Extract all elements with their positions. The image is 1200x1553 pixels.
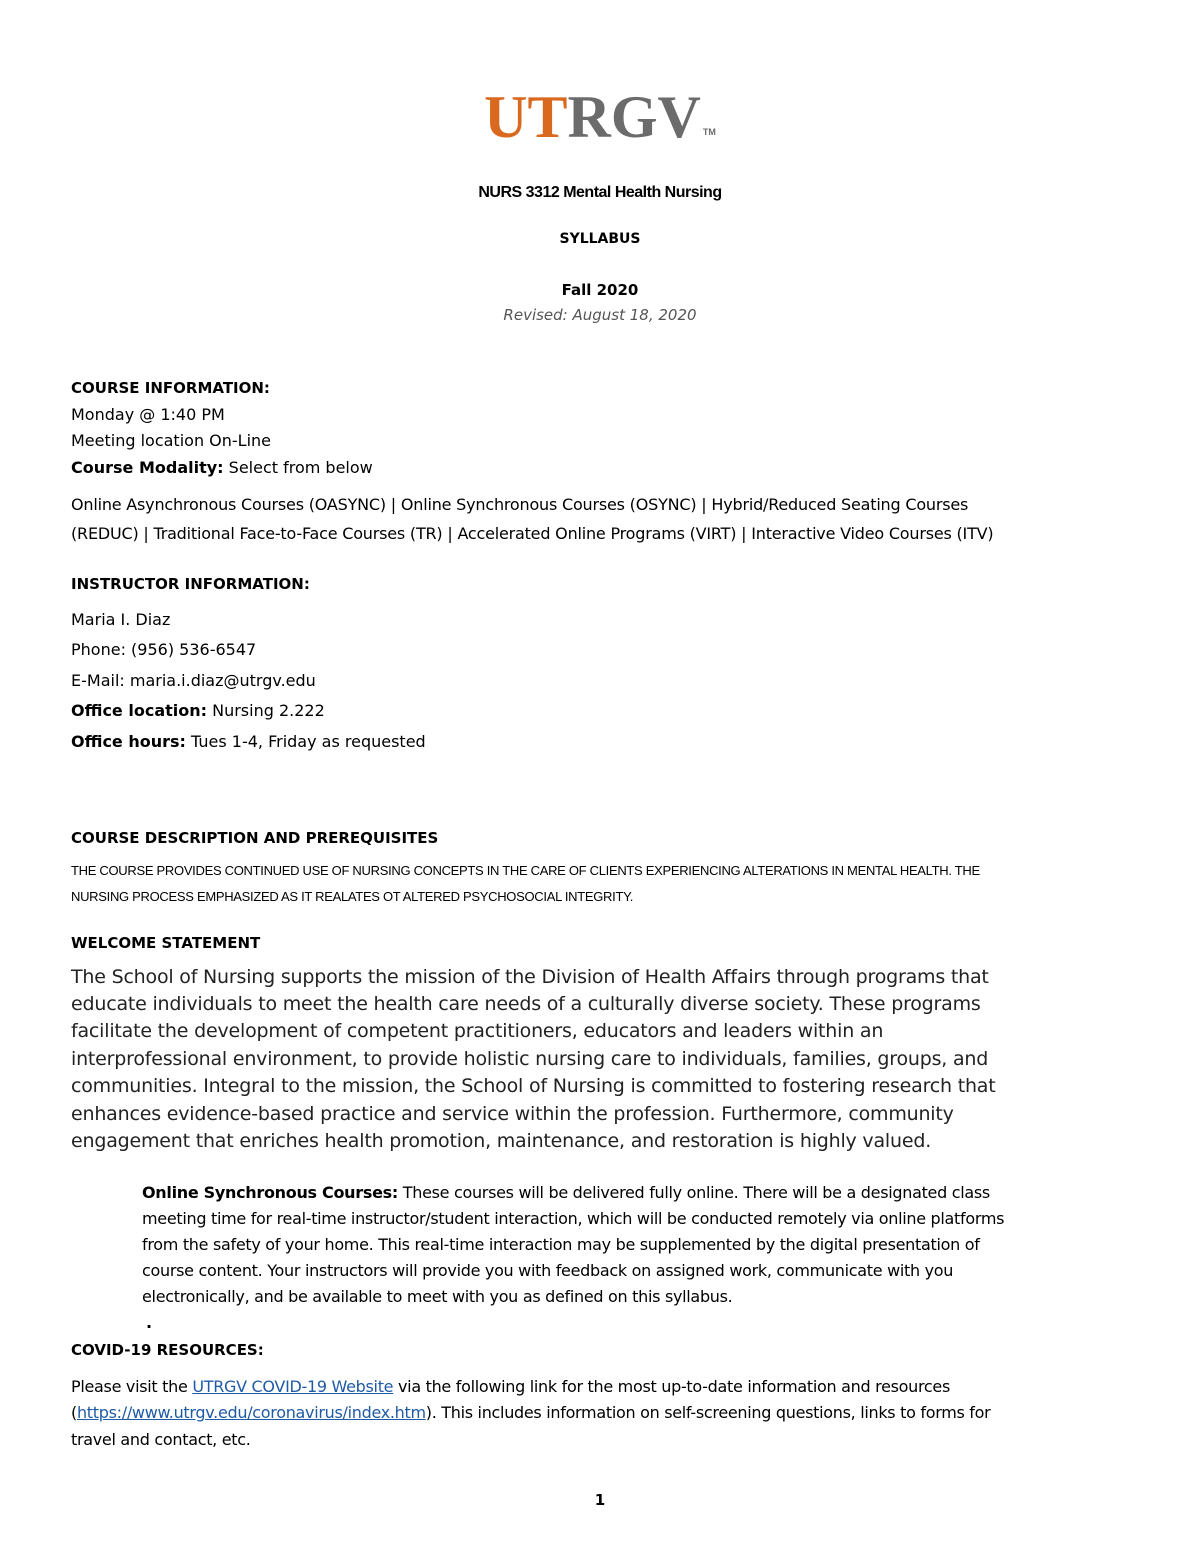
instructor-office <box>71 701 325 720</box>
covid-post: via the following link for the most up-to-date information and resources <box>393 1377 950 1396</box>
covid-line1 <box>71 1377 950 1396</box>
course-info-heading: COURSE INFORMATION: <box>71 379 270 397</box>
instructor-email: E-Mail: maria.i.diaz@utrgv.edu <box>71 671 316 690</box>
course-location: Meeting location On-Line <box>71 431 272 450</box>
revised-date: Revised: August 18, 2020 <box>503 306 697 324</box>
page-number: 1 <box>594 1491 606 1509</box>
welcome-line: facilitate the development of competent practitioners, educators and leaders within an <box>71 1020 884 1042</box>
instructor-phone: Phone: (956) 536-6547 <box>71 640 257 659</box>
office-value: Nursing 2.222 <box>207 701 325 720</box>
description-line2: NURSING PROCESS EMPHASIZED AS IT REALATES OT ALTERED PSYCHOSOCIAL INTEGRITY. <box>71 889 634 904</box>
online-sync-line2: meeting time for real-time instructor/student interaction, which will be conducted remotely via online platforms <box>142 1209 1005 1228</box>
instructor-heading: INSTRUCTOR INFORMATION: <box>71 575 310 593</box>
welcome-line: educate individuals to meet the health care needs of a culturally diverse society. These programs <box>71 993 981 1015</box>
online-sync-text: These courses will be delivered fully online. There will be a designated class <box>397 1183 990 1202</box>
covid-open-paren: ( <box>71 1403 77 1422</box>
covid-url-link[interactable]: https://www.utrgv.edu/coronavirus/index.htm <box>76 1403 426 1422</box>
hours-value: Tues 1-4, Friday as requested <box>185 732 426 751</box>
covid-website-link[interactable]: UTRGV COVID-19 Website <box>192 1377 394 1396</box>
covid-line2 <box>71 1403 990 1422</box>
course-title: NURS 3312 Mental Health Nursing <box>478 184 722 201</box>
welcome-line: The School of Nursing supports the mission of the Division of Health Affairs through programs that <box>71 966 989 988</box>
online-sync-line4: course content. Your instructors will provide you with feedback on assigned work, communicate with you <box>142 1261 954 1280</box>
modality-options-line2: (REDUC) | Traditional Face-to-Face Courses (TR) | Accelerated Online Programs (VIRT) | Interactive Video Courses (ITV) <box>71 524 994 543</box>
welcome-line: interprofessional environment, to provide holistic nursing care to individuals, families, groups, and <box>71 1048 989 1070</box>
welcome-line: enhances evidence-based practice and service within the profession. Furthermore, community <box>71 1103 954 1125</box>
logo-ut: UT <box>484 84 568 150</box>
course-schedule: Monday @ 1:40 PM <box>71 405 225 424</box>
covid-after-url: ). This includes information on self-screening questions, links to forms for <box>425 1403 991 1422</box>
welcome-line: communities. Integral to the mission, the School of Nursing is committed to fostering research that <box>71 1075 996 1097</box>
utrgv-logo <box>0 82 1200 167</box>
instructor-hours <box>71 732 426 751</box>
online-sync-bullet: . <box>146 1313 153 1332</box>
welcome-heading: WELCOME STATEMENT <box>71 934 261 952</box>
covid-line3: travel and contact, etc. <box>71 1430 251 1449</box>
hours-label: Office hours: <box>71 732 186 751</box>
term: Fall 2020 <box>561 281 639 299</box>
logo-rgv: RGV <box>567 84 701 150</box>
online-sync-line1 <box>142 1183 990 1202</box>
modality-value: Select from below <box>223 458 373 477</box>
modality-label: Course Modality: <box>71 458 224 477</box>
doc-type: SYLLABUS <box>559 231 641 247</box>
online-sync-line5: electronically, and be available to meet with you as defined on this syllabus. <box>142 1287 733 1306</box>
online-sync-line3: from the safety of your home. This real-time interaction may be supplemented by the digital presentation of <box>142 1235 980 1254</box>
modality-options-line1: Online Asynchronous Courses (OASYNC) | Online Synchronous Courses (OSYNC) | Hybrid/Reduced Seating Courses <box>71 495 969 514</box>
office-label: Office location: <box>71 701 208 720</box>
online-sync-label: Online Synchronous Courses: <box>142 1183 398 1202</box>
description-heading: COURSE DESCRIPTION AND PREREQUISITES <box>71 829 439 847</box>
covid-heading: COVID-19 RESOURCES: <box>71 1341 264 1359</box>
covid-pre: Please visit the <box>71 1377 193 1396</box>
course-modality <box>71 458 373 477</box>
welcome-line: engagement that enriches health promotion, maintenance, and restoration is highly valued. <box>71 1130 932 1152</box>
logo-tm: TM <box>702 127 716 137</box>
instructor-name: Maria I. Diaz <box>71 610 171 629</box>
description-line1: THE COURSE PROVIDES CONTINUED USE OF NURSING CONCEPTS IN THE CARE OF CLIENTS EXPERIENCING ALTERATIONS IN MENTAL HEALTH. THE <box>71 863 980 878</box>
